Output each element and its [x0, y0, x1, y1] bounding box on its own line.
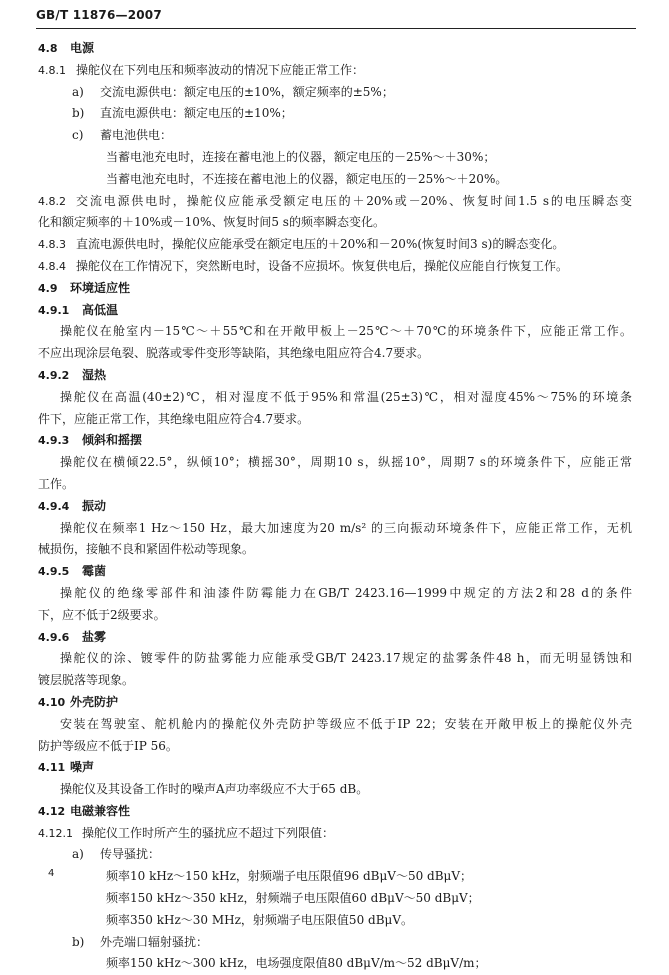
list-item-text: 交流电源供电：额定电压的±10%，额定频率的±5%； — [100, 84, 394, 99]
section-number: 4.12 — [38, 804, 66, 818]
sub-item-text: 频率150 kHz～300 kHz，电场强度限值80 dBμV/m～52 dBμV/m； — [106, 956, 487, 971]
section-title: 盐雾 — [82, 629, 107, 644]
section-number: 4.9.1 — [38, 303, 70, 317]
paragraph-continuation: 镀层脱落等现象。 — [38, 673, 135, 688]
section-heading — [38, 365, 632, 387]
clause-text: 操舵仪工作时所产生的骚扰应不超过下列限值： — [82, 825, 335, 840]
paragraph-text: 操舵仪在高温(40±2)℃，相对湿度不低于95%和常温(25±3)℃，相对湿度45%～75%的环境条 — [60, 389, 632, 404]
section-number: 4.9 — [38, 281, 58, 295]
header-rule — [36, 28, 636, 29]
section-title: 倾斜和摇摆 — [82, 433, 143, 448]
list-item-marker: b) — [72, 934, 85, 949]
section-heading — [38, 278, 632, 300]
list-item-marker: b) — [72, 106, 85, 121]
paragraph-continuation: 化和额定频率的＋10%或－10%、恢复时间5 s的频率瞬态变化。 — [38, 215, 385, 230]
paragraph-text: 操舵仪的涂、镀零件的防盐雾能力应能承受GB/T 2423.17规定的盐雾条件48 h，而无明显锈蚀和 — [60, 651, 632, 666]
standard-number-header: GB/T 11876—2007 — [36, 8, 162, 22]
section-title: 外壳防护 — [70, 694, 119, 709]
section-number: 4.9.2 — [38, 368, 70, 382]
list-item-text: 外壳端口辐射骚扰： — [100, 934, 209, 949]
section-heading — [38, 300, 632, 322]
paragraph-text: 操舵仪在横倾22.5°，纵倾10°；横摇30°，周期10 s，纵摇10°，周期7 s的环境条件下，应能正常 — [60, 455, 632, 470]
section-number: 4.10 — [38, 695, 66, 709]
clause-line — [38, 191, 632, 213]
section-heading — [38, 627, 632, 649]
clause-line — [38, 823, 632, 845]
document-body — [38, 38, 632, 975]
section-heading — [38, 692, 632, 714]
section-title: 噪声 — [70, 760, 95, 775]
clause-number: 4.8.1 — [38, 63, 66, 77]
sub-item-text: 频率150 kHz～350 kHz，射频端子电压限值60 dBμV～50 dBμV； — [106, 891, 480, 906]
list-item-text: 传导骚扰： — [100, 847, 161, 862]
list-item-text: 直流电源供电：额定电压的±10%； — [100, 106, 293, 121]
clause-text: 直流电源供电时，操舵仪应能承受在额定电压的＋20%和－20%(恢复时间3 s)的瞬态变化。 — [76, 237, 565, 252]
paragraph-continuation: 防护等级应不低于IP 56。 — [38, 738, 178, 753]
section-title: 环境适应性 — [70, 280, 131, 295]
clause-number: 4.8.4 — [38, 259, 66, 273]
clause-line — [38, 60, 632, 82]
list-item-text: 蓄电池供电： — [100, 128, 173, 143]
section-number: 4.9.4 — [38, 499, 70, 513]
section-number: 4.9.6 — [38, 630, 70, 644]
paragraph-continuation: 下，应不低于2级要求。 — [38, 607, 166, 622]
section-heading — [38, 496, 632, 518]
section-heading — [38, 38, 632, 60]
page-number: 4 — [48, 868, 55, 879]
list-item — [38, 103, 632, 125]
section-title: 振动 — [82, 498, 107, 513]
section-heading — [38, 757, 632, 779]
list-item-marker: a) — [72, 84, 84, 99]
list-item — [38, 844, 632, 866]
paragraph-continuation: 工作。 — [38, 476, 75, 491]
paragraph-text: 操舵仪及其设备工作时的噪声A声功率级应不大于65 dB。 — [60, 782, 369, 797]
section-number: 4.8 — [38, 42, 58, 55]
clause-text: 操舵仪在工作情况下，突然断电时，设备不应损坏。恢复供电后，操舵仪应能自行恢复工作。 — [76, 258, 569, 273]
section-title: 高低温 — [82, 302, 119, 317]
list-item — [38, 82, 632, 104]
paragraph-text: 操舵仪在频率1 Hz～150 Hz，最大加速度为20 m/s² 的三向振动环境条件下，应能正常工作，无机 — [60, 520, 632, 535]
sub-item-text: 当蓄电池充电时，连接在蓄电池上的仪器，额定电压的－25%～＋30%； — [106, 149, 496, 164]
list-item — [38, 932, 632, 954]
clause-line — [38, 256, 632, 278]
paragraph-continuation: 械损伤，接触不良和紧固件松动等现象。 — [38, 542, 255, 557]
section-heading — [38, 561, 632, 583]
clause-number: 4.8.3 — [38, 238, 66, 252]
paragraph-text: 操舵仪的绝缘零部件和油漆件防霉能力在GB/T 2423.16—1999中规定的方法2和28 d的条件 — [60, 585, 632, 600]
paragraph-text: 操舵仪在舱室内－15℃～＋55℃和在开敞甲板上－25℃～＋70℃的环境条件下，应能正常工作。 — [60, 324, 632, 339]
sub-item-text: 当蓄电池充电时，不连接在蓄电池上的仪器，额定电压的－25%～＋20%。 — [106, 171, 508, 186]
paragraph-text: 安装在驾驶室、舵机舱内的操舵仪外壳防护等级应不低于IP 22；安装在开敞甲板上的操舵仪外壳 — [60, 716, 632, 731]
clause-text: 交流电源供电时，操舵仪应能承受额定电压的＋20%或－20%、恢复时间1.5 s的电压瞬态变 — [76, 193, 632, 208]
sub-item-text: 频率350 kHz～30 MHz，射频端子电压限值50 dBμV。 — [106, 912, 413, 927]
section-title: 霉菌 — [82, 564, 107, 579]
list-item — [38, 125, 632, 147]
list-item-marker: c) — [72, 128, 84, 143]
list-item-marker: a) — [72, 847, 84, 862]
clause-text: 操舵仪在下列电压和频率波动的情况下应能正常工作： — [76, 62, 365, 77]
section-number: 4.9.5 — [38, 565, 70, 579]
paragraph-continuation: 不应出现涂层龟裂、脱落或零件变形等缺陷，其绝缘电阻应符合4.7要求。 — [38, 346, 430, 361]
clause-number: 4.8.2 — [38, 194, 66, 208]
section-heading — [38, 430, 632, 452]
clause-number: 4.12.1 — [38, 826, 73, 840]
section-number: 4.11 — [38, 761, 66, 775]
section-heading — [38, 801, 632, 823]
clause-line — [38, 234, 632, 256]
sub-item-text: 频率10 kHz～150 kHz，射频端子电压限值96 dBμV～50 dBμV； — [106, 869, 473, 884]
section-title: 电源 — [70, 41, 95, 55]
paragraph-continuation: 件下，应能正常工作，其绝缘电阻应符合4.7要求。 — [38, 411, 310, 426]
section-title: 湿热 — [82, 367, 107, 382]
section-title: 电磁兼容性 — [70, 803, 131, 818]
section-number: 4.9.3 — [38, 434, 70, 448]
